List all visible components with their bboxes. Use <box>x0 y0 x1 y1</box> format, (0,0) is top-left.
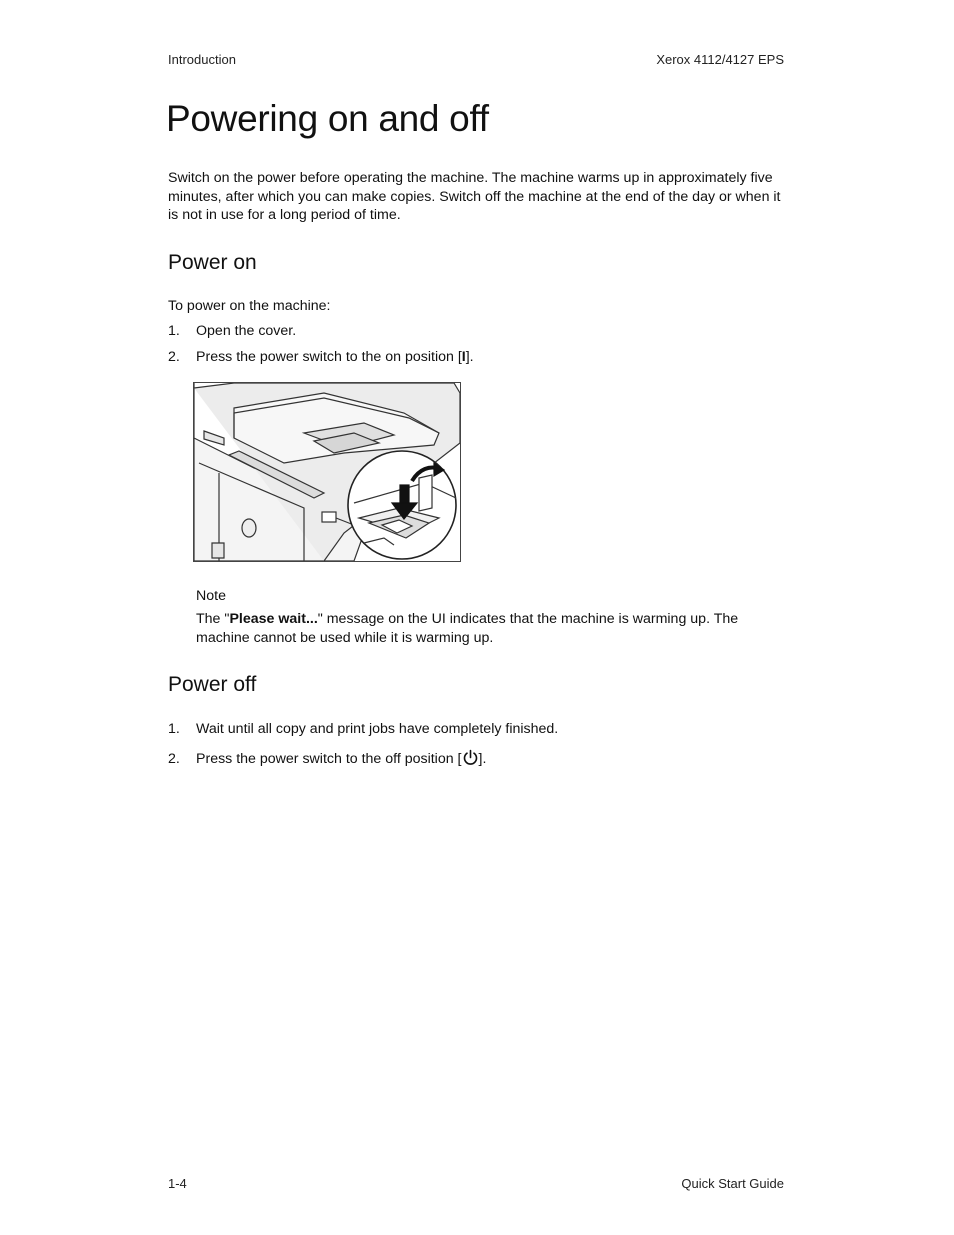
note-text-post: " message on the UI indicates that the machine is warming up. The machine cannot be used while it is warming up. <box>196 611 739 646</box>
power-off-step-1 <box>168 721 558 737</box>
power-on-heading: Power on <box>168 251 257 274</box>
step-text-before: Press the power switch to the off position [ <box>196 751 462 767</box>
power-on-step-2 <box>168 349 474 365</box>
power-on-lead: To power on the machine: <box>168 298 331 314</box>
step-number: 1. <box>168 721 180 737</box>
power-off-heading: Power off <box>168 673 257 696</box>
power-standby-icon <box>462 749 479 770</box>
step-text-after: ]. <box>478 751 487 767</box>
power-off-step-2 <box>168 749 486 770</box>
step-text: Wait until all copy and print jobs have completely finished. <box>196 721 559 737</box>
power-on-step-1 <box>168 323 296 339</box>
note-text-pre: The " <box>196 611 230 627</box>
running-footer-title: Quick Start Guide <box>681 1176 784 1191</box>
step-text-before: Press the power switch to the on position [ <box>196 349 462 365</box>
intro-paragraph: Switch on the power before operating the machine. The machine warms up in approximately five minutes, after which you can make copies. Switch off the machine at the end of the day or when it is not in use for a long period of time. <box>168 170 781 223</box>
step-text-after: ]. <box>465 349 474 365</box>
step-text: Open the cover. <box>196 323 297 339</box>
step-number: 2. <box>168 751 180 767</box>
page-number: 1-4 <box>168 1176 187 1191</box>
note-label: Note <box>196 588 226 604</box>
machine-power-switch-illustration <box>193 382 461 562</box>
step-number: 2. <box>168 349 180 365</box>
note-text <box>196 610 786 648</box>
running-header-section: Introduction <box>168 52 236 67</box>
note-text-bold: Please wait... <box>229 611 318 627</box>
on-position-symbol: I <box>461 349 466 365</box>
running-header-product: Xerox 4112/4127 EPS <box>656 52 784 67</box>
page-title: Powering on and off <box>166 98 489 139</box>
step-number: 1. <box>168 323 180 339</box>
